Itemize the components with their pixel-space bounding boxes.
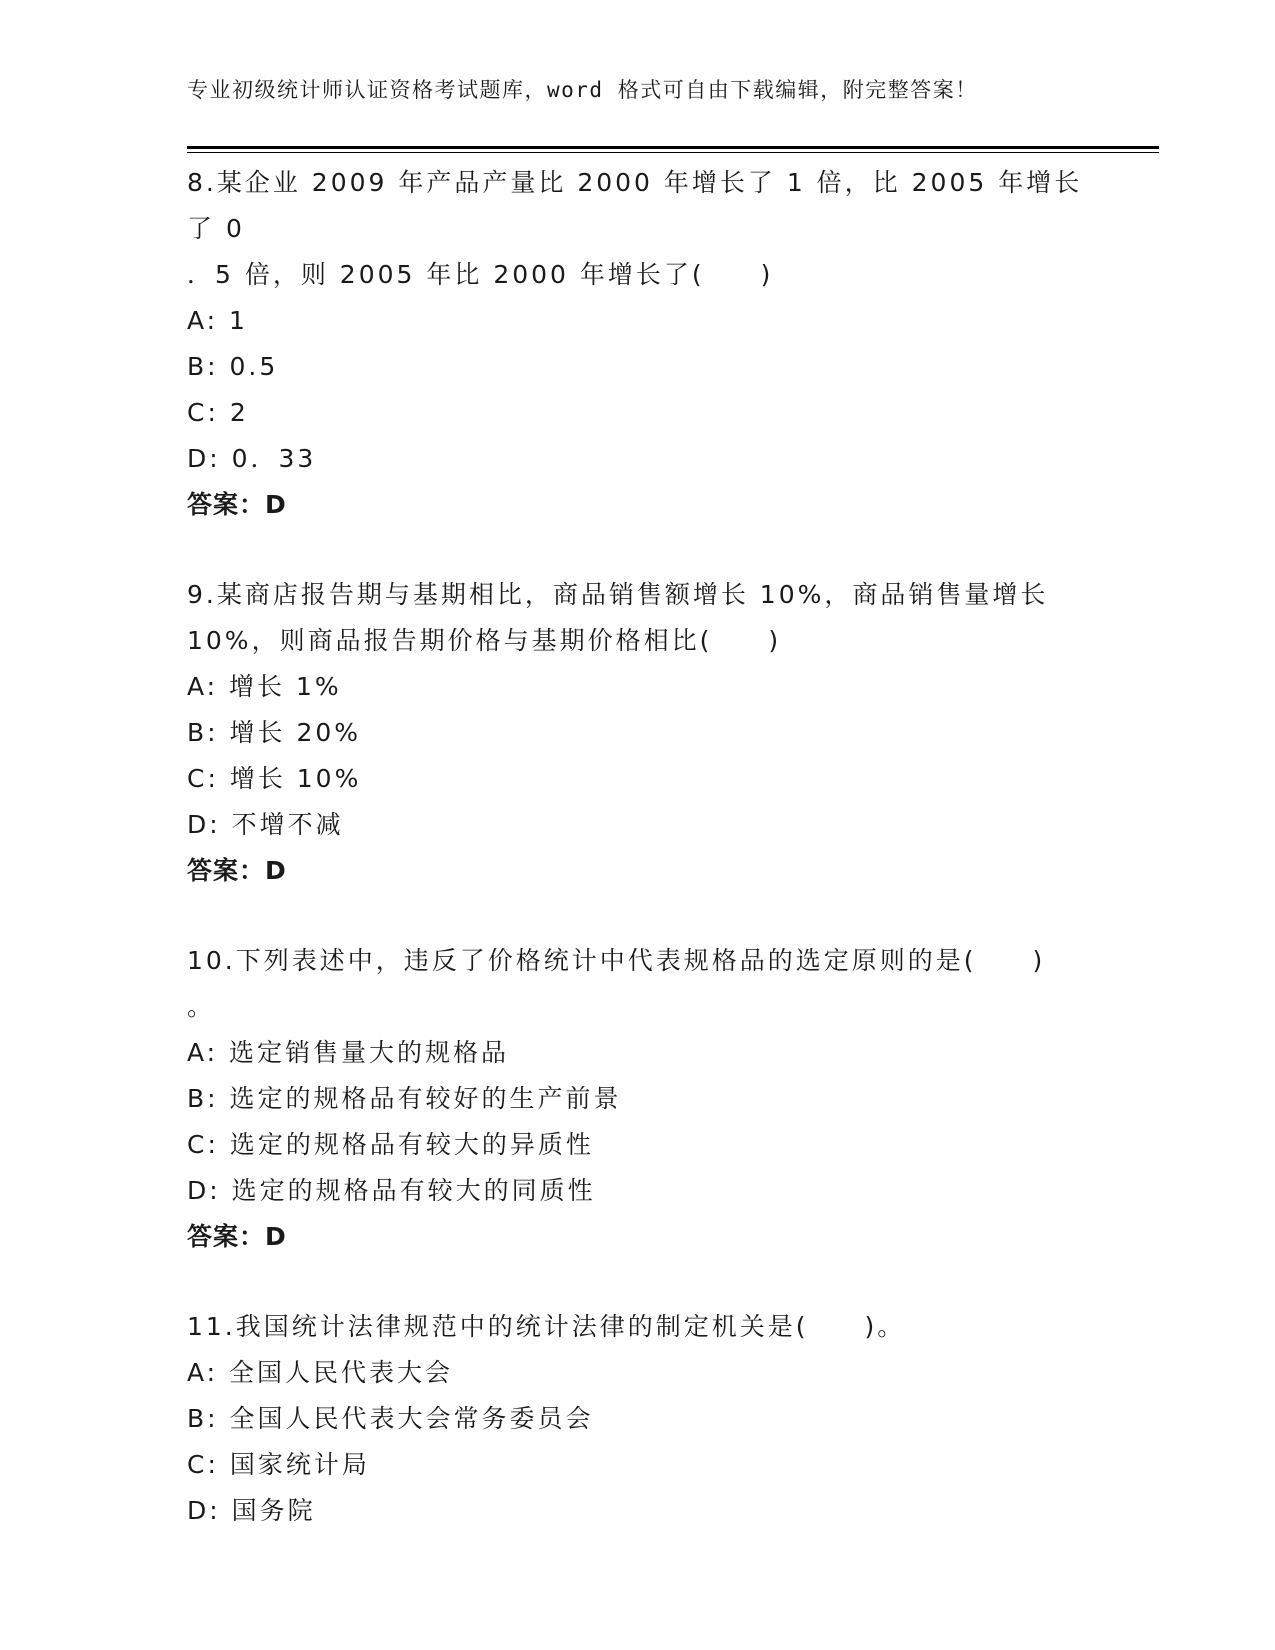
option-c: C: 2	[187, 398, 249, 427]
option-d: D: 0．33	[187, 444, 317, 473]
question-list	[187, 160, 1087, 1534]
option-d: D: 选定的规格品有较大的同质性	[187, 1176, 596, 1205]
option-d: D: 不增不减	[187, 810, 344, 839]
page-header: 专业初级统计师认证资格考试题库，word 格式可自由下载编辑，附完整答案！	[187, 78, 978, 102]
question-stem: 10.下列表述中，违反了价格统计中代表规格品的选定原则的是( ) 。	[187, 946, 1046, 1021]
option-b: B: 全国人民代表大会常务委员会	[187, 1404, 594, 1433]
answer: 答案：D	[187, 1222, 287, 1251]
option-d: D: 国务院	[187, 1496, 316, 1525]
answer: 答案：D	[187, 856, 287, 885]
question-stem: 8.某企业 2009 年产品产量比 2000 年增长了 1 倍，比 2005 年增长了 0 ．5 倍，则 2005 年比 2000 年增长了( )	[187, 168, 1083, 289]
question-stem: 9.某商店报告期与基期相比，商品销售额增长 10%，商品销售量增长 10%，则商品报告期价格与基期价格相比( )	[187, 580, 1049, 655]
option-b: B: 0.5	[187, 352, 279, 381]
option-c: C: 增长 10%	[187, 764, 362, 793]
header-rule-thin	[187, 152, 1159, 153]
question-11	[187, 1304, 1087, 1534]
option-c: C: 选定的规格品有较大的异质性	[187, 1130, 594, 1159]
question-10	[187, 938, 1087, 1260]
question-9	[187, 572, 1087, 894]
option-b: B: 增长 20%	[187, 718, 362, 747]
question-8	[187, 160, 1087, 528]
answer: 答案：D	[187, 490, 287, 519]
question-stem: 11.我国统计法律规范中的统计法律的制定机关是( )。	[187, 1312, 906, 1341]
option-a: A: 全国人民代表大会	[187, 1358, 454, 1387]
option-a: A: 1	[187, 306, 248, 335]
option-c: C: 国家统计局	[187, 1450, 370, 1479]
option-a: A: 选定销售量大的规格品	[187, 1038, 510, 1067]
option-a: A: 增长 1%	[187, 672, 342, 701]
option-b: B: 选定的规格品有较好的生产前景	[187, 1084, 622, 1113]
header-rule-thick	[187, 146, 1159, 149]
